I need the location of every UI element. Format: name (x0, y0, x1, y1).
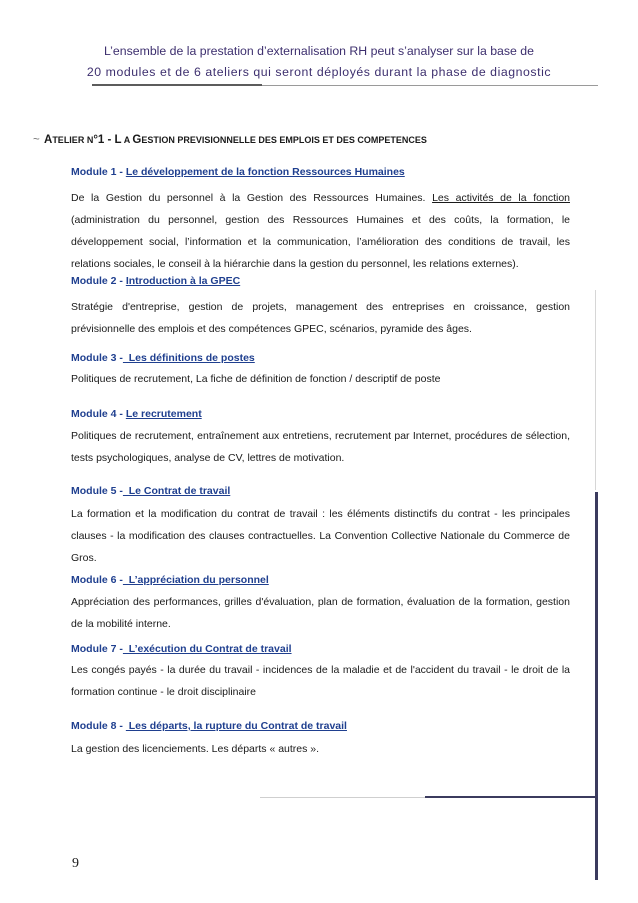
module-prefix: Module 1 - (71, 166, 126, 178)
module-desc-a: De la Gestion du personnel à la Gestion des Ressources Humaines. (71, 192, 433, 204)
module-description: Stratégie d'entreprise, gestion de projets, management des entreprises en croissance, gestion prévisionnelle des emplois et des compétences GPEC, scénarios, pyramide des âges. (71, 301, 570, 335)
module-title (71, 166, 570, 183)
module-link[interactable]: Le Contrat de travail (122, 485, 231, 497)
module-description: La formation et la modification du contrat de travail : les éléments distinctifs du contrat - les principales clauses - la modification des clauses contractuelles. La Convention Collective Nationale du Commerce de Gros. (71, 508, 570, 564)
page-border-horizontal (425, 796, 597, 798)
header-underline-light (262, 85, 598, 86)
atelier-num: °1 - L (93, 134, 122, 146)
module-prefix: Module 4 - (71, 408, 126, 420)
module-title (71, 352, 570, 369)
module-description: La gestion des licenciements. Les départs « autres ». (71, 743, 320, 755)
module-title (71, 275, 570, 292)
atelier-heading (33, 134, 427, 146)
module-desc-b: (administration du personnel, gestion des Ressources Humaines et des coûts, la formation, le développement social, l’information et la communication, l’amélioration des conditions de travail, les relations sociales, le conseil à la hiérarchie dans la gestion du personnel, les relations externes). (71, 214, 570, 270)
module-2 (71, 275, 570, 340)
module-title (71, 720, 570, 737)
module-title (71, 485, 570, 502)
header-underline-dark (92, 84, 262, 86)
module-prefix: Module 7 - (71, 643, 123, 655)
page-border-vertical (595, 492, 598, 880)
module-description: Appréciation des performances, grilles d'évaluation, plan de formation, évaluation de la formation, gestion de la mobilité interne. (71, 596, 570, 630)
page-number: 9 (72, 856, 79, 871)
atelier-sc-1: TELIER N (52, 135, 94, 145)
page-border-horizontal-light (260, 797, 425, 798)
module-description (71, 187, 570, 275)
module-prefix: Module 8 - (71, 720, 126, 732)
module-description: Politiques de recrutement, entraînement aux entretiens, recrutement par Internet, procédures de sélection, tests psychologiques, analyse de CV, lettres de motivation. (71, 430, 570, 464)
module-link[interactable]: Le développement de la fonction Ressources Humaines (125, 166, 405, 178)
atelier-sc-3: ESTION PREVISIONNELLE DES EMPLOIS ET DES COMPETENCES (141, 135, 427, 145)
module-link[interactable]: Introduction à la GPEC (125, 275, 241, 287)
module-8 (71, 720, 570, 760)
module-6 (71, 574, 570, 635)
module-prefix: Module 2 - (71, 275, 126, 287)
module-link[interactable]: Les départs, la rupture du Contrat de travail (125, 720, 347, 732)
module-title (71, 408, 570, 425)
header-line-2: 20 modules et de 6 ateliers qui seront déployés durant la phase de diagnostic (86, 65, 552, 79)
module-link[interactable]: L’appréciation du personnel (122, 574, 269, 586)
atelier-cap-a: A (44, 134, 53, 146)
module-link[interactable]: Le recrutement (125, 408, 202, 420)
module-link[interactable]: L’exécution du Contrat de travail (122, 643, 292, 655)
module-desc-underlined: Les activités de la fonction (432, 192, 570, 204)
header-line-1: L’ensemble de la prestation d’externalisation RH peut s’analyser sur la base de (104, 44, 534, 58)
atelier-sc-2: A (121, 135, 133, 145)
module-link[interactable]: Les définitions de postes (122, 352, 255, 364)
module-title (71, 643, 570, 660)
module-prefix: Module 3 - (71, 352, 123, 364)
module-description: Politiques de recrutement, La fiche de définition de fonction / descriptif de poste (71, 373, 441, 385)
page-border-vertical-light (595, 290, 596, 490)
atelier-cap-g: G (132, 134, 142, 146)
module-5 (71, 485, 570, 569)
module-4 (71, 408, 570, 469)
module-description: Les congés payés - la durée du travail - incidences de la maladie et de l'accident du travail - le droit de la formation continue - le droit disciplinaire (71, 664, 570, 698)
atelier-bullet: ~ (33, 134, 40, 146)
module-3 (71, 352, 570, 390)
module-prefix: Module 6 - (71, 574, 123, 586)
module-prefix: Module 5 - (71, 485, 123, 497)
module-1 (71, 166, 570, 275)
module-7 (71, 643, 570, 703)
module-title (71, 574, 570, 591)
